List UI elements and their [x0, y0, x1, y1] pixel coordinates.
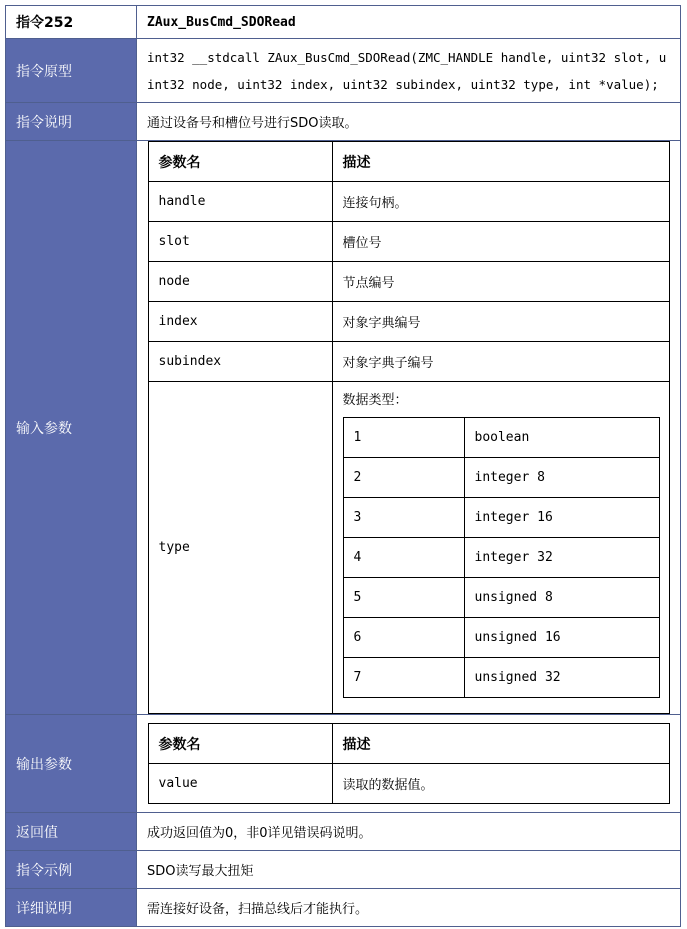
description-label: 指令说明 [6, 103, 137, 141]
type-name: integer 8 [464, 458, 659, 498]
details-text: 需连接好设备，扫描总线后才能执行。 [137, 889, 681, 927]
param-desc: 读取的数据值。 [332, 764, 669, 804]
table-row [148, 382, 669, 714]
command-name: ZAux_BusCmd_SDORead [137, 6, 681, 39]
param-name: node [148, 262, 332, 302]
type-code: 4 [343, 538, 464, 578]
table-row [148, 182, 669, 222]
param-name: value [148, 764, 332, 804]
type-code: 3 [343, 498, 464, 538]
type-name: boolean [464, 418, 659, 458]
param-name: index [148, 302, 332, 342]
output-params-cell [137, 715, 681, 813]
table-row [343, 658, 659, 698]
input-params-table [148, 141, 670, 714]
type-desc-cell [332, 382, 669, 714]
table-row [343, 578, 659, 618]
example-text: SDO读写最大扭矩 [137, 851, 681, 889]
example-label: 指令示例 [6, 851, 137, 889]
return-value-text: 成功返回值为0，非0详见错误码说明。 [137, 813, 681, 851]
param-name: slot [148, 222, 332, 262]
type-code: 5 [343, 578, 464, 618]
type-name: unsigned 16 [464, 618, 659, 658]
param-desc: 对象字典编号 [332, 302, 669, 342]
param-desc: 对象字典子编号 [332, 342, 669, 382]
prototype-text: int32 __stdcall ZAux_BusCmd_SDORead(ZMC_HANDLE handle, uint32 slot, uint32 node, uint32 index, uint32 subindex, uint32 type, int *value); [137, 39, 681, 103]
param-desc-header: 描述 [332, 142, 669, 182]
command-number-label: 指令252 [6, 6, 137, 39]
command-spec-table [5, 5, 681, 927]
param-name-header: 参数名 [148, 724, 332, 764]
param-desc-header: 描述 [332, 724, 669, 764]
type-name: integer 32 [464, 538, 659, 578]
param-desc: 节点编号 [332, 262, 669, 302]
param-name: type [148, 382, 332, 714]
table-row [343, 538, 659, 578]
type-code: 7 [343, 658, 464, 698]
type-code: 6 [343, 618, 464, 658]
type-code: 2 [343, 458, 464, 498]
table-row [148, 262, 669, 302]
table-row [148, 764, 669, 804]
param-desc: 槽位号 [332, 222, 669, 262]
param-name: handle [148, 182, 332, 222]
type-name: unsigned 8 [464, 578, 659, 618]
param-name: subindex [148, 342, 332, 382]
param-desc: 连接句柄。 [332, 182, 669, 222]
table-row [343, 498, 659, 538]
output-params-label: 输出参数 [6, 715, 137, 813]
details-label: 详细说明 [6, 889, 137, 927]
type-name: integer 16 [464, 498, 659, 538]
data-type-table [343, 417, 660, 698]
table-row [148, 342, 669, 382]
input-params-cell [137, 141, 681, 715]
table-row [343, 618, 659, 658]
return-value-label: 返回值 [6, 813, 137, 851]
type-code: 1 [343, 418, 464, 458]
param-name-header: 参数名 [148, 142, 332, 182]
table-row [148, 302, 669, 342]
type-name: unsigned 32 [464, 658, 659, 698]
prototype-label: 指令原型 [6, 39, 137, 103]
output-params-table [148, 723, 670, 804]
table-row [148, 222, 669, 262]
type-intro: 数据类型： [342, 393, 408, 408]
description-text: 通过设备号和槽位号进行SDO读取。 [137, 103, 681, 141]
table-row [343, 418, 659, 458]
input-params-label: 输入参数 [6, 141, 137, 715]
table-row [343, 458, 659, 498]
